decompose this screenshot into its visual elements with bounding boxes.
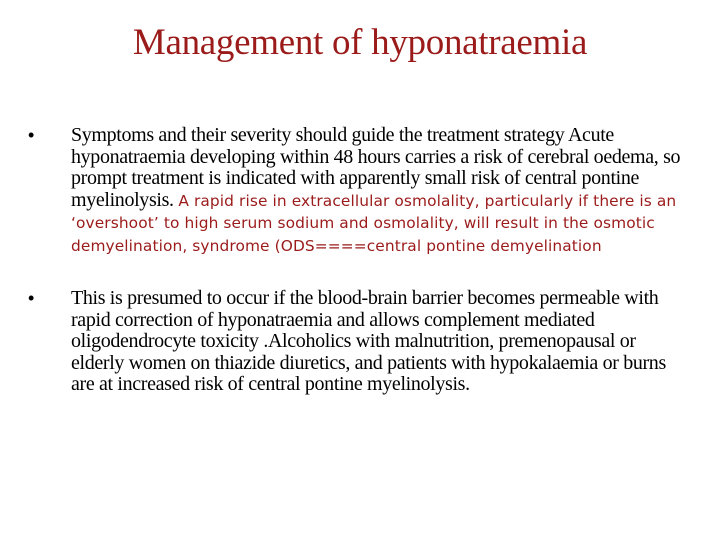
bullet-item-2: [28, 288, 688, 396]
bullet-text-1: Symptoms and their severity should guide the treatment strategy Acute hyponatraemia developing within 48 hours carries a risk of cerebral oedema, so prompt treatment is indicated with apparently small risk of central pontine myelinolysis.: [71, 124, 681, 211]
slide-title: Management of hyponatraemia: [132, 22, 588, 63]
bullet-marker: •: [28, 288, 34, 308]
bullet-list: [28, 125, 688, 396]
bullet-text-2: This is presumed to occur if the blood-brain barrier becomes permeable with rapid correction of hyponatraemia and allows complement mediated oligodendrocyte toxicity .Alcoholics with malnutrition, premenopausal or elderly women on thiazide diuretics, and patients with hypokalaemia or burns are at increased risk of central pontine myelinolysis.: [71, 287, 666, 395]
bullet-marker: •: [28, 125, 34, 145]
bullet-item-1: [28, 125, 688, 257]
bullet-highlight-text: A rapid rise in extracellular osmolality, particularly if there is an ‘overshoot’ to high serum sodium and osmolality, will result in the osmotic demyelination, syndrome (ODS====central pontine demyelination: [71, 191, 677, 255]
